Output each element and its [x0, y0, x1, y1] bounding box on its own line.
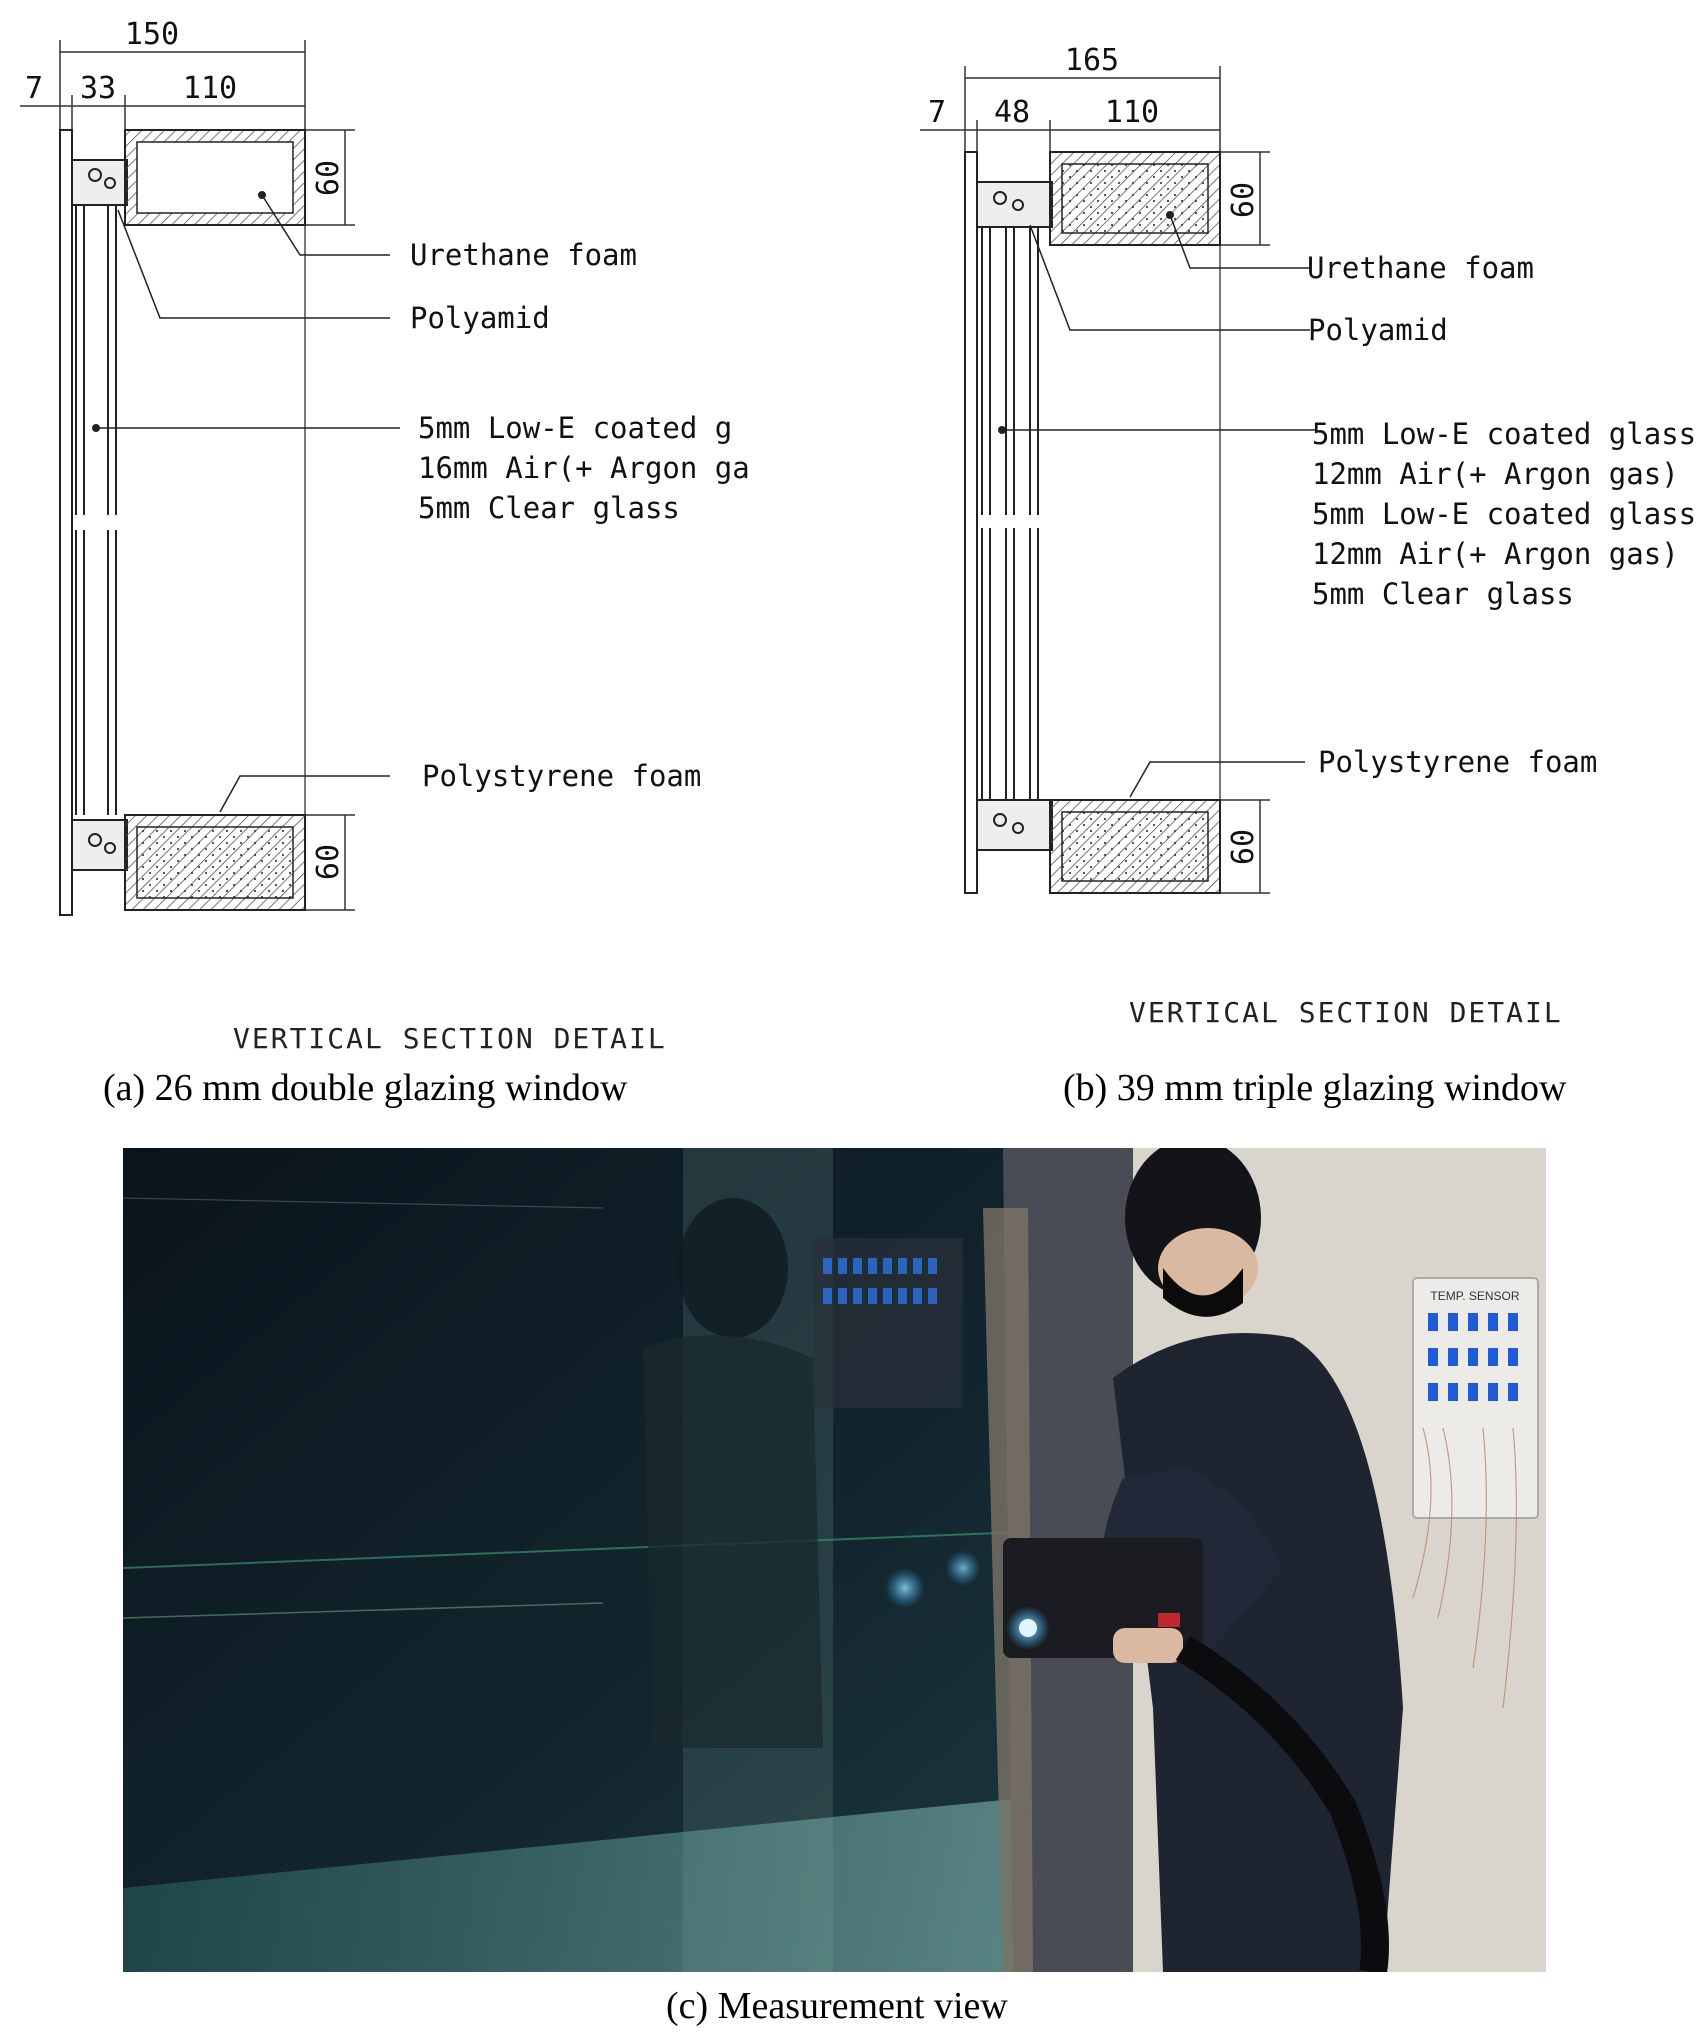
dim-1-a: 7 — [24, 71, 44, 106]
label-urethane-a: Urethane foam — [410, 238, 637, 272]
caption-c: (c) Measurement view — [666, 1985, 1008, 2027]
label-glass-b-1: 5mm Low-E coated glass — [1312, 417, 1697, 451]
label-polystyrene-b: Polystyrene foam — [1318, 745, 1598, 779]
dim-3-a: 110 — [182, 71, 238, 106]
polystyrene-box-b — [1050, 800, 1220, 893]
dim-1-b: 7 — [927, 95, 947, 130]
label-glass-b-3: 5mm Low-E coated glass — [1312, 497, 1697, 531]
section-title-b: VERTICAL SECTION DETAIL — [1129, 996, 1563, 1029]
glass-panes-b — [982, 227, 1220, 800]
label-glass-a-2: 16mm Air(+ Argon ga — [418, 451, 750, 485]
dim-total-a: 150 — [124, 17, 180, 52]
label-glass-b-2: 12mm Air(+ Argon gas) — [1312, 457, 1679, 491]
leader-lines-b — [1002, 215, 1315, 797]
temp-sensor-label: TEMP. SENSOR — [1430, 1289, 1520, 1303]
dim-h-bot-a: 60 — [311, 843, 346, 881]
dim-total-b: 165 — [1064, 43, 1120, 78]
urethane-box-a — [125, 130, 305, 225]
label-polyamid-a: Polyamid — [410, 301, 550, 335]
section-title-a: VERTICAL SECTION DETAIL — [233, 1022, 667, 1055]
dim-h-top-a: 60 — [311, 159, 346, 197]
polystyrene-box-a — [125, 815, 305, 910]
drawing-b — [920, 0, 1697, 960]
dim-2-b: 48 — [993, 95, 1031, 130]
dim-3-b: 110 — [1104, 95, 1160, 130]
glass-panes-a — [76, 205, 305, 815]
caption-a: (a) 26 mm double glazing window — [103, 1067, 628, 1109]
label-polystyrene-a: Polystyrene foam — [422, 759, 702, 793]
drawing-a — [0, 0, 760, 960]
label-glass-a-3: 5mm Clear glass — [418, 491, 680, 525]
label-glass-a-1: 5mm Low-E coated g — [418, 411, 733, 445]
label-urethane-b: Urethane foam — [1307, 251, 1534, 285]
dim-h-top-b: 60 — [1226, 181, 1261, 219]
label-polyamid-b: Polyamid — [1308, 313, 1448, 347]
label-glass-b-5: 5mm Clear glass — [1312, 577, 1574, 611]
dim-h-bot-b: 60 — [1226, 828, 1261, 866]
urethane-box-b — [1050, 152, 1220, 245]
leader-lines-a — [96, 195, 400, 812]
label-glass-b-4: 12mm Air(+ Argon gas) — [1312, 537, 1679, 571]
caption-b: (b) 39 mm triple glazing window — [1063, 1067, 1567, 1109]
measurement-photo — [123, 1148, 1546, 1972]
dim-2-a: 33 — [79, 71, 117, 106]
